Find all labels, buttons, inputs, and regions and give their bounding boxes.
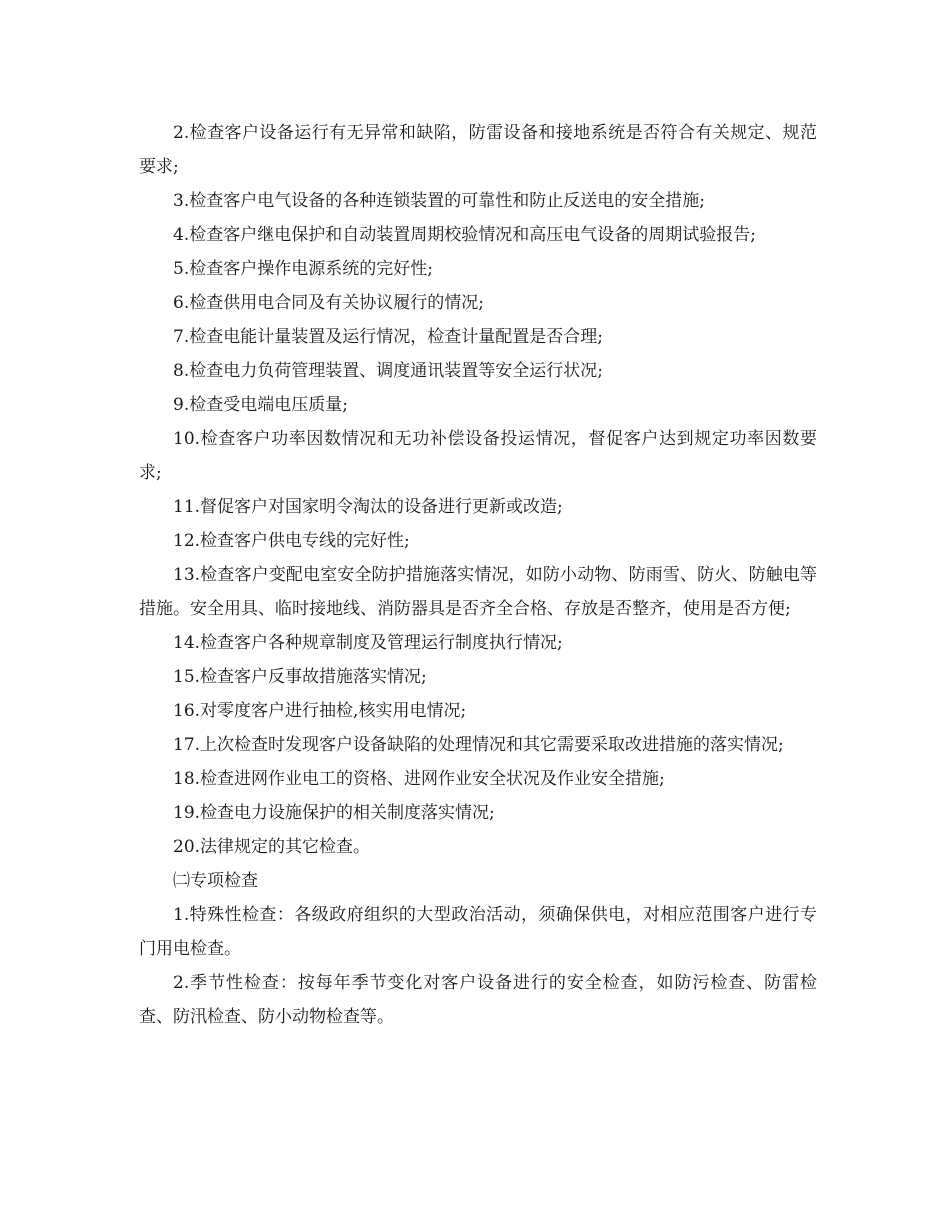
- paragraph-item-4: 4.检查客户继电保护和自动装置周期校验情况和高压电气设备的周期试验报告;: [173, 225, 756, 245]
- paragraph-item-2: 2.检查客户设备运行有无异常和缺陷，防雷设备和接地系统是否符合有关规定、规范要求;: [139, 123, 817, 177]
- paragraph-item-19: 19.检查电力设施保护的相关制度落实情况;: [173, 803, 495, 823]
- paragraph-item-13: 13.检查客户变配电室安全防护措施落实情况，如防小动物、防雨雪、防火、防触电等措施。安全用具、临时接地线、消防器具是否齐全合格、存放是否整齐，使用是否方便;: [139, 565, 817, 619]
- paragraph-item-8: 8.检查电力负荷管理装置、调度通讯装置等安全运行状况;: [173, 361, 603, 381]
- paragraph-item-3: 3.检查客户电气设备的各种连锁装置的可靠性和防止反送电的安全措施;: [173, 191, 705, 211]
- paragraph-item-9: 9.检查受电端电压质量;: [173, 395, 348, 415]
- special-item-1: 1.特殊性检查：各级政府组织的大型政治活动，须确保供电，对相应范围客户进行专门用电检查。: [139, 905, 817, 959]
- paragraph-item-6: 6.检查供用电合同及有关协议履行的情况;: [173, 293, 484, 313]
- paragraph-item-7: 7.检查电能计量装置及运行情况，检查计量配置是否合理;: [173, 327, 603, 347]
- paragraph-item-5: 5.检查客户操作电源系统的完好性;: [173, 259, 433, 279]
- paragraph-item-17: 17.上次检查时发现客户设备缺陷的处理情况和其它需要采取改进措施的落实情况;: [173, 735, 784, 755]
- paragraph-item-16: 16.对零度客户进行抽检,核实用电情况;: [173, 701, 467, 721]
- paragraph-item-10: 10.检查客户功率因数情况和无功补偿设备投运情况，督促客户达到规定功率因数要求;: [139, 429, 817, 483]
- paragraph-item-11: 11.督促客户对国家明令淘汰的设备进行更新或改造;: [173, 497, 563, 517]
- paragraph-item-12: 12.检查客户供电专线的完好性;: [173, 531, 410, 551]
- section-heading-special-inspection: ㈡专项检查: [173, 871, 258, 891]
- paragraph-item-20: 20.法律规定的其它检查。: [173, 837, 371, 857]
- paragraph-item-14: 14.检查客户各种规章制度及管理运行制度执行情况;: [173, 633, 563, 653]
- paragraph-item-15: 15.检查客户反事故措施落实情况;: [173, 667, 427, 687]
- paragraph-item-18: 18.检查进网作业电工的资格、进网作业安全状况及作业安全措施;: [173, 769, 665, 789]
- special-item-2: 2.季节性检查：按每年季节变化对客户设备进行的安全检查，如防污检查、防雷检查、防汛检查、防小动物检查等。: [139, 973, 817, 1027]
- document-body: [139, 116, 817, 1034]
